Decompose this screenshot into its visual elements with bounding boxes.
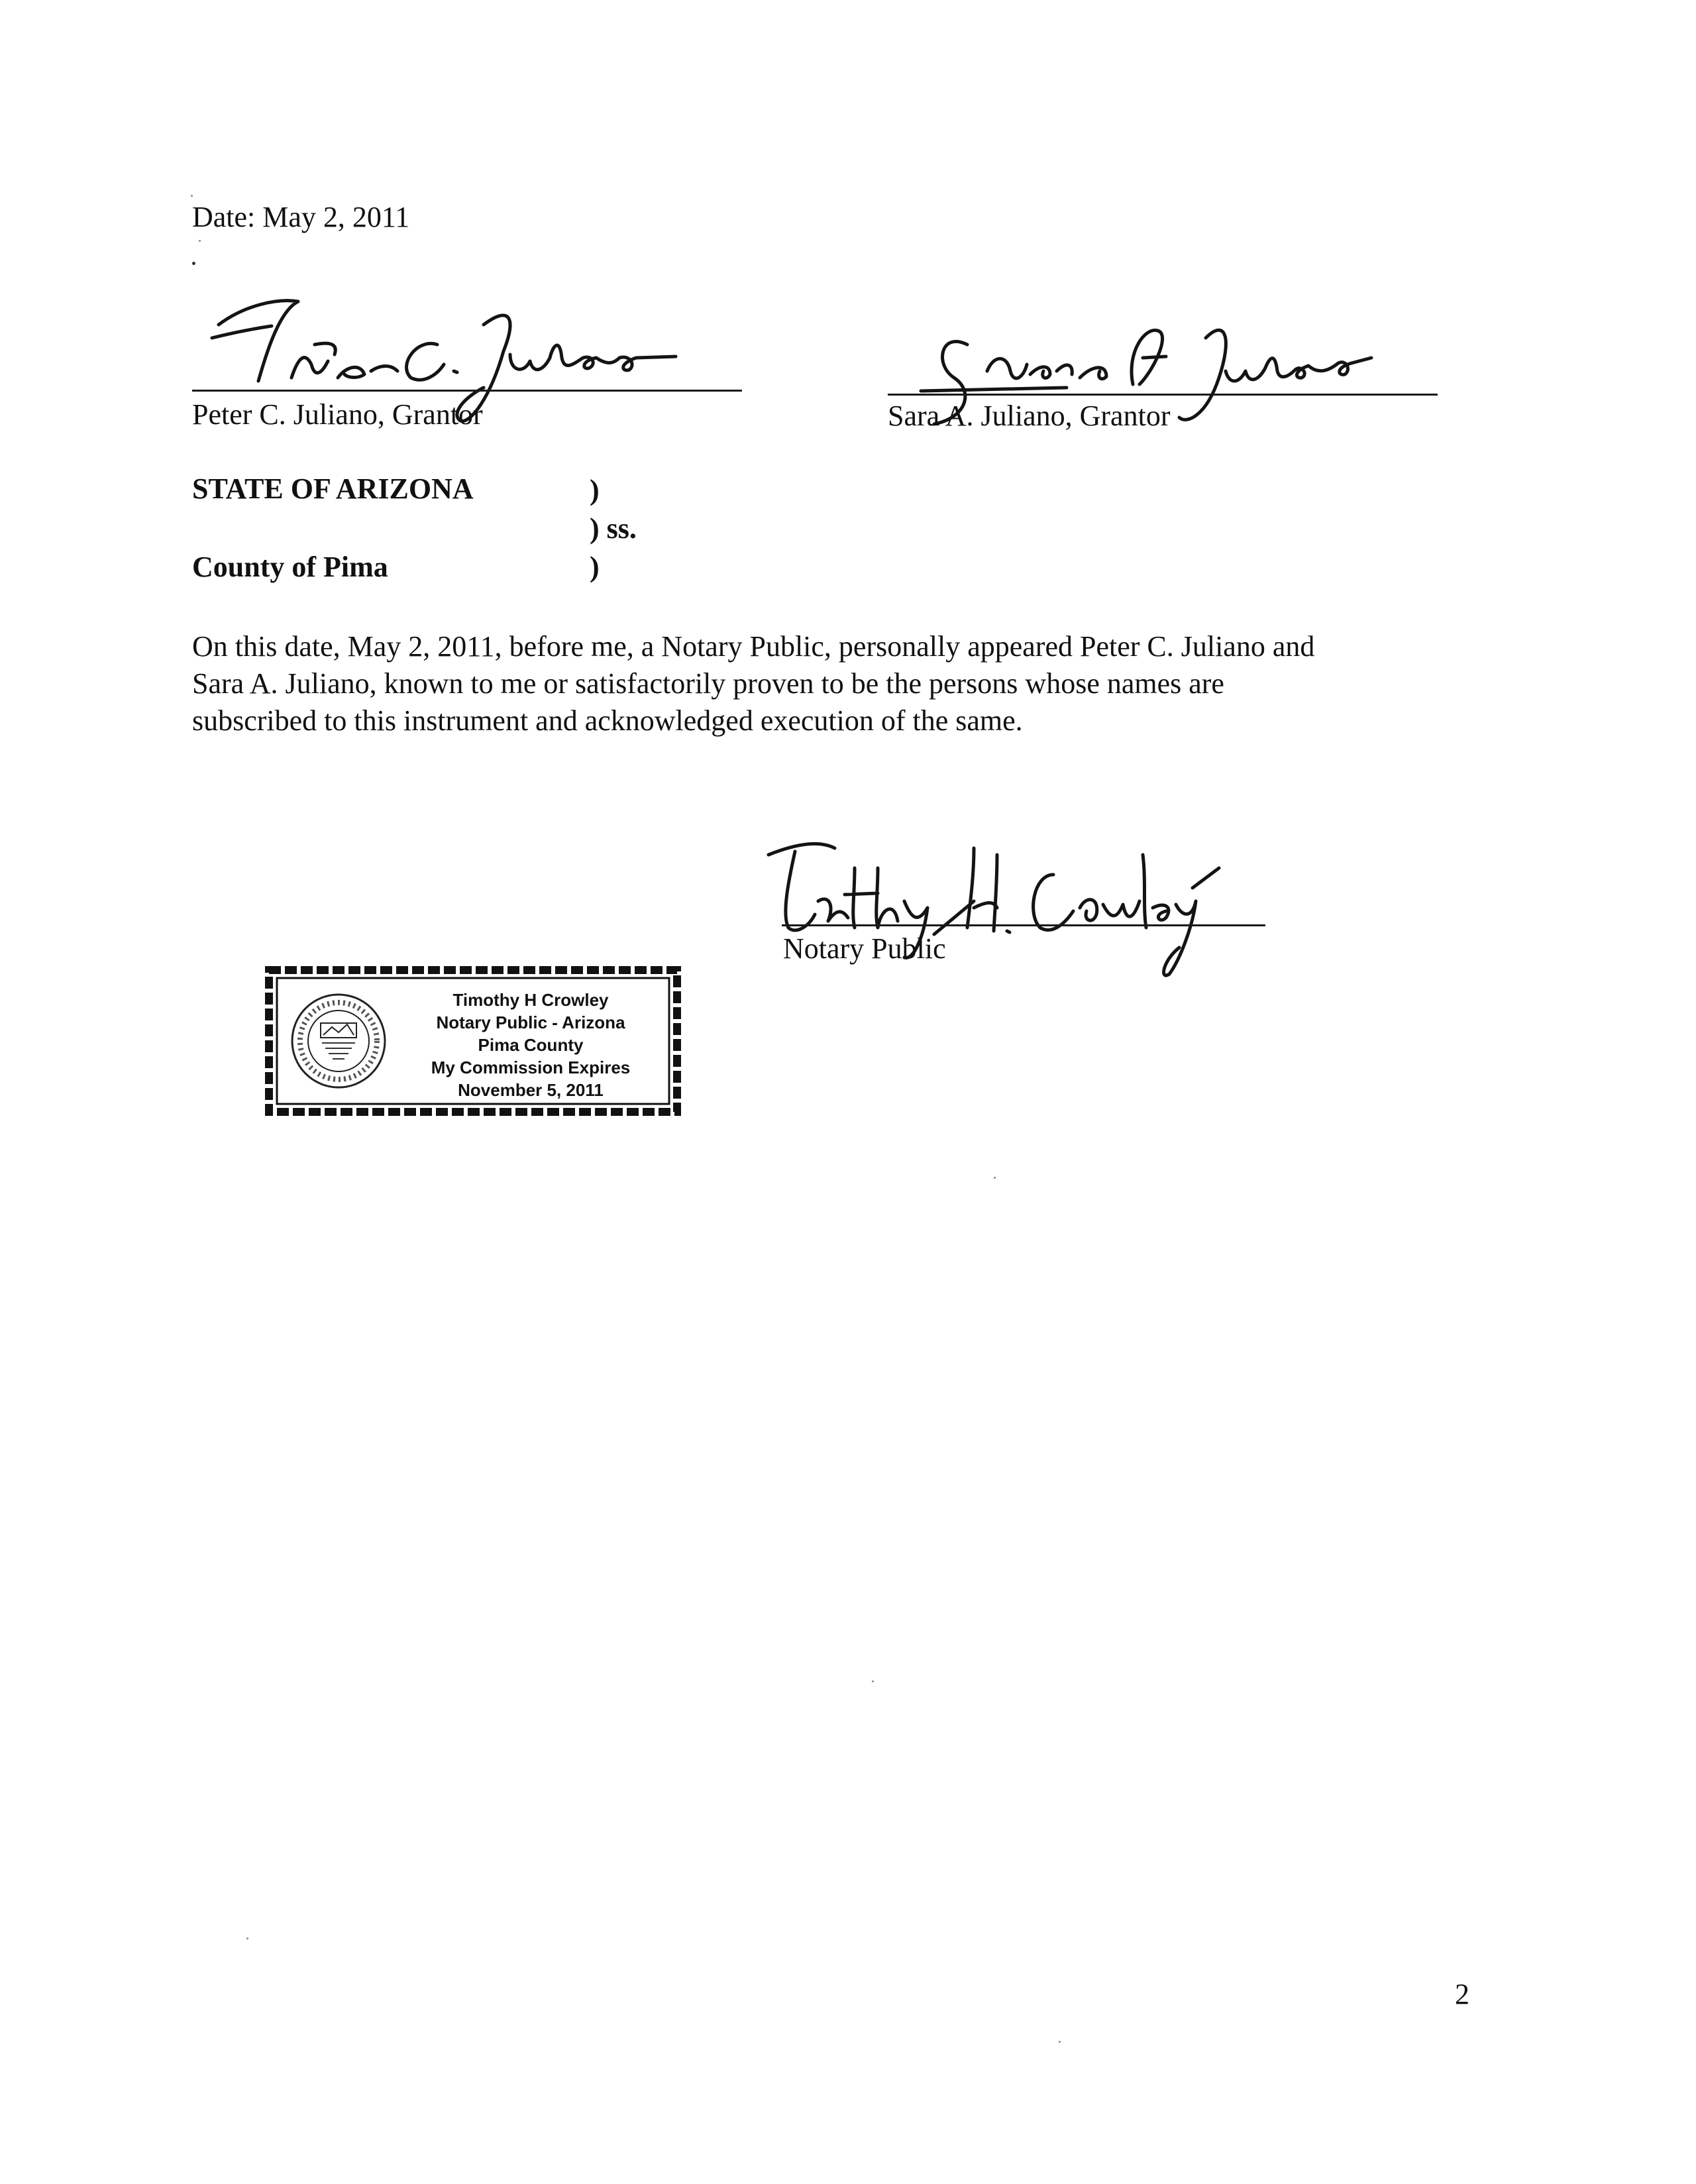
acknowledgment-line: On this date, May 2, 2011, before me, a Notary Public, personally appeared Peter C. Juliano and [192,630,1315,663]
notary-title: Notary Public - Arizona [436,1012,625,1032]
commission-label: My Commission Expires [431,1058,631,1077]
notary-caption: Notary Public [783,932,946,965]
venue-state: STATE OF ARIZONA [192,472,474,505]
venue-county: County of Pima [192,551,388,583]
grantor2-signature-line [888,394,1438,396]
date-line: Date: May 2, 2011 [192,201,410,233]
venue-ss: ) ss. [590,512,637,545]
notary-stamp [262,963,684,1119]
acknowledgment-paragraph [192,628,1504,739]
scan-speck [199,240,201,242]
grantor1-caption: Peter C. Juliano, Grantor [192,398,483,431]
scan-speck [1059,2041,1061,2043]
notary-county: Pima County [478,1035,584,1055]
scan-speck [246,1938,248,1939]
scan-speck [192,262,195,265]
state-seal-icon [289,991,388,1091]
grantor1-signature-line [192,390,742,392]
acknowledgment-line: subscribed to this instrument and acknowledged execution of the same. [192,704,1023,737]
scan-speck [994,1177,996,1179]
scan-speck [191,195,193,197]
scan-speck [872,1680,874,1682]
notary-signature-line [782,924,1265,926]
commission-date: November 5, 2011 [458,1080,604,1100]
venue-paren-bottom: ) [590,551,600,583]
notary-name: Timothy H Crowley [452,990,609,1010]
stamp-text-block [401,989,660,1101]
acknowledgment-line: Sara A. Juliano, known to me or satisfactorily proven to be the persons whose names are [192,667,1224,700]
page-number: 2 [1455,1978,1469,2010]
grantor2-caption: Sara A. Juliano, Grantor [888,400,1171,432]
venue-paren-top: ) [590,474,600,506]
